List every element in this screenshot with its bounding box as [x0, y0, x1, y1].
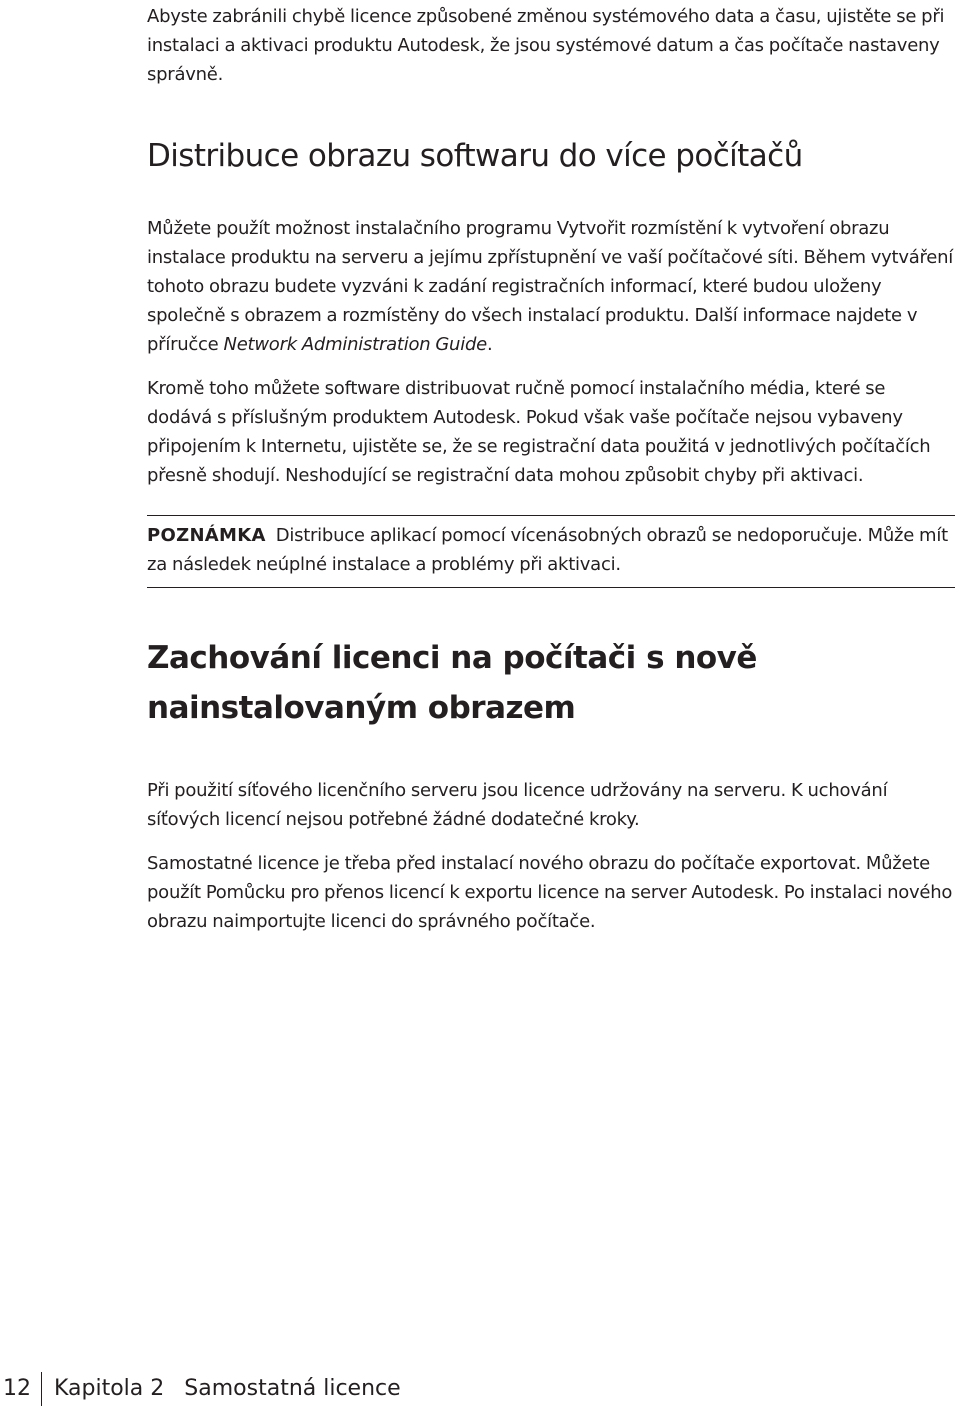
distribution-paragraph-1-text: Můžete použít možnost instalačního programu Vytvořit rozmístění k vytvoření obrazu instalace produktu na serveru a jejímu zpřístupnění ve vaší počítačové síti. Během vytváření tohoto obrazu budete vyzváni k zadání registračních informací, které budou uloženy společně s obrazem a rozmístěny do všech instalací produktu. Další informace najdete v příručce: [147, 218, 953, 355]
intro-paragraph: Abyste zabránili chybě licence způsobené změnou systémového data a času, ujistěte se při instalaci a aktivaci produktu Autodesk, že jsou systémové datum a čas počítače nastaveny správně.: [147, 6, 945, 85]
note-text: Distribuce aplikací pomocí vícenásobných obrazů se nedoporučuje. Může mít za následek neúplné instalace a problémy při aktivaci.: [147, 525, 948, 575]
heading-distribution: Distribuce obrazu softwaru do více počítačů: [147, 138, 803, 174]
page-number: 12: [0, 1372, 42, 1406]
distribution-paragraph-1: [147, 214, 955, 359]
distribution-paragraph-1-end: .: [486, 334, 493, 355]
distribution-paragraph-2: Kromě toho můžete software distribuovat ručně pomocí instalačního média, které se dodává s příslušným produktem Autodesk. Pokud však vaše počítače nejsou vybaveny připojením k Internetu, ujistěte se, že se registrační data použitá v jednotlivých počítačích přesně shodují. Neshodující se registrační data mohou způsobit chyby při aktivaci.: [147, 378, 931, 486]
keep-license-paragraph-2: Samostatné licence je třeba před instalací nového obrazu do počítače exportovat. Můžete použít Pomůcku pro přenos licencí k exportu licence na server Autodesk. Po instalaci nového obrazu naimportujte licenci do správného počítače.: [147, 853, 953, 932]
keep-license-paragraph-1: Při použití síťového licenčního serveru jsou licence udržovány na serveru. K uchování síťových licencí nejsou potřebné žádné dodatečné kroky.: [147, 780, 888, 830]
page-footer: [0, 1372, 401, 1406]
heading-keep-license: Zachování licenci na počítači s nově nainstalovaným obrazem: [147, 640, 757, 726]
footer-chapter: Kapitola 2: [54, 1376, 165, 1401]
note-label: POZNÁMKA: [147, 525, 266, 546]
guide-reference: Network Administration Guide: [223, 334, 487, 355]
note-box: [147, 515, 955, 588]
page-content: [147, 0, 955, 936]
footer-section-title: Samostatná licence: [184, 1376, 401, 1401]
